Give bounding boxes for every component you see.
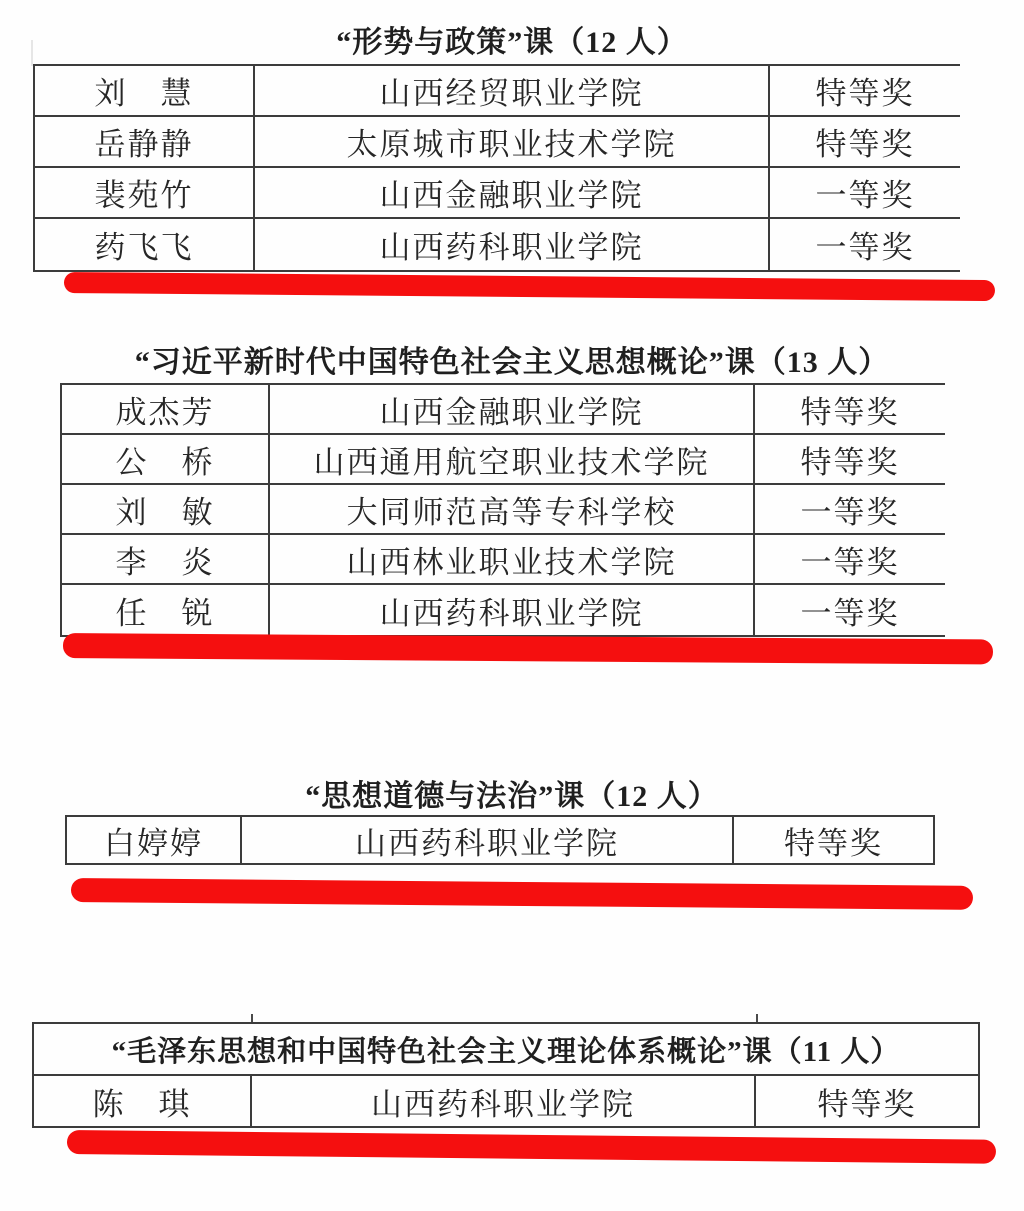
section-title: “习近平新时代中国特色社会主义思想概论”课（13 人） <box>134 346 890 379</box>
award-cell: 一等奖 <box>800 494 900 530</box>
school-cell: 山西金融职业学院 <box>270 385 755 433</box>
table-row <box>67 817 933 863</box>
award-cell: 一等奖 <box>815 178 915 213</box>
school-cell: 太原城市职业技术学院 <box>255 117 770 166</box>
award-table-2 <box>60 383 945 637</box>
award-table-1 <box>33 64 960 272</box>
award-cell: 一等奖 <box>800 595 900 631</box>
section-title: “毛泽东思想和中国特色社会主义理论体系概论”课（11 人） <box>34 1024 978 1076</box>
school-cell: 山西金融职业学院 <box>255 168 770 217</box>
red-highlight-underline <box>64 272 995 301</box>
school-cell: 山西经贸职业学院 <box>255 66 770 115</box>
red-highlight-underline <box>67 1130 996 1164</box>
school-cell: 山西药科职业学院 <box>242 817 734 863</box>
school-cell: 山西通用航空职业技术学院 <box>270 435 755 483</box>
winner-name-cell: 裴苑竹 <box>35 168 255 217</box>
table-row <box>62 435 945 485</box>
section-title: “形势与政策”课（12 人） <box>336 26 688 59</box>
school-cell: 山西药科职业学院 <box>270 585 755 635</box>
winner-name-cell: 药飞飞 <box>35 219 255 270</box>
winner-name-cell: 任 锐 <box>62 585 270 635</box>
winner-name-cell: 白婷婷 <box>67 817 242 863</box>
section-title: “思想道德与法治”课（12 人） <box>305 780 719 813</box>
winner-name-cell: 刘 慧 <box>35 66 255 115</box>
award-cell: 特等奖 <box>815 127 915 162</box>
school-cell: 山西药科职业学院 <box>252 1076 756 1126</box>
award-cell: 特等奖 <box>800 444 900 480</box>
school-cell: 大同师范高等专科学校 <box>270 485 755 533</box>
red-highlight-underline <box>63 633 993 664</box>
winner-name-cell: 陈 琪 <box>34 1076 252 1126</box>
school-cell: 山西药科职业学院 <box>255 219 770 270</box>
award-cell: 特等奖 <box>815 76 915 111</box>
winner-name-cell: 公 桥 <box>62 435 270 483</box>
table-row <box>62 585 945 635</box>
award-table-4 <box>32 1022 980 1128</box>
award-cell: 特等奖 <box>817 1086 917 1122</box>
table-row <box>34 1076 978 1126</box>
winner-name-cell: 岳静静 <box>35 117 255 166</box>
award-cell: 特等奖 <box>784 825 883 861</box>
table-row <box>62 535 945 585</box>
table-row <box>35 117 960 168</box>
table-row <box>35 66 960 117</box>
red-highlight-underline <box>71 878 973 910</box>
award-table-3 <box>65 815 935 865</box>
winner-name-cell: 李 炎 <box>62 535 270 583</box>
table-row <box>35 219 960 270</box>
winner-name-cell: 成杰芳 <box>62 385 270 433</box>
school-cell: 山西林业职业技术学院 <box>270 535 755 583</box>
winner-name-cell: 刘 敏 <box>62 485 270 533</box>
table-row <box>62 385 945 435</box>
award-cell: 一等奖 <box>800 544 900 580</box>
table-row <box>35 168 960 219</box>
award-cell: 一等奖 <box>815 230 915 265</box>
table-row <box>62 485 945 535</box>
award-cell: 特等奖 <box>800 394 900 430</box>
